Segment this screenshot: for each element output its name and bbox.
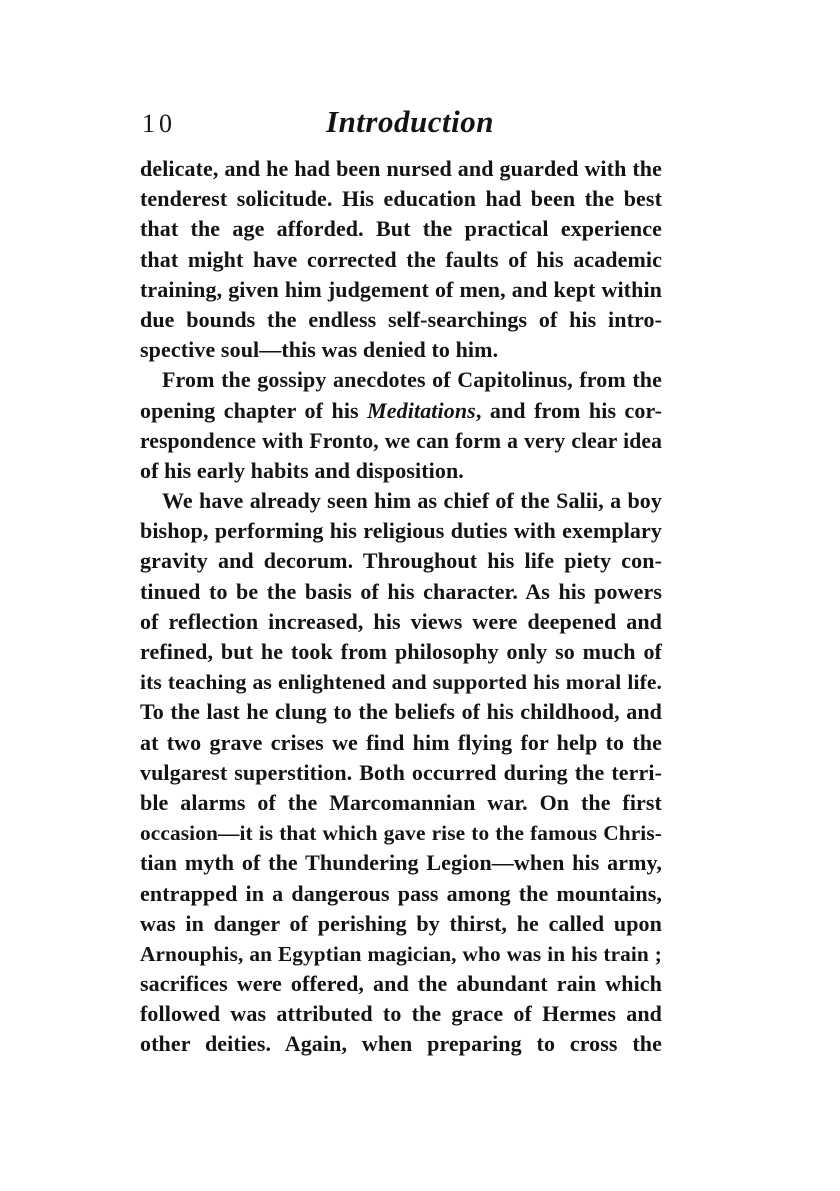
text-line: To the last he clung to the beliefs of his childhood, and [140,699,662,725]
text-line: of reflection increased, his views were deepened and [140,608,662,634]
text-line: sacrifices were offered, and the abundant rain which [140,971,662,997]
text-segment: opening chapter of his [140,397,368,423]
text-line: that the age afforded. But the practical experience [140,216,662,242]
text-line: gravity and decorum. Throughout his life piety con- [140,548,662,574]
text-line: its teaching as enlightened and supported his moral life. [140,670,662,695]
text-line: tenderest solicitude. His education had been the best [140,186,662,212]
text-line: vulgarest superstition. Both occurred during the terri- [140,759,662,785]
text-line: From the gossipy anecdotes of Capitolinus, from the [162,367,662,393]
text-line: of his early habits and disposition. [140,457,464,483]
text-line: respondence with Fronto, we can form a very clear idea [140,428,662,453]
text-line: followed was attributed to the grace of Hermes and [140,1001,662,1027]
text-line: tinued to be the basis of his character. As his powers [140,578,662,604]
text-line: refined, but he took from philosophy only so much of [140,639,662,664]
text-line: We have already seen him as chief of the Salii, a boy [162,488,662,514]
text-line: that might have corrected the faults of his academic [140,246,662,272]
text-line: Arnouphis, an Egyptian magician, who was in his train ; [140,941,662,966]
text-line: tian myth of the Thundering Legion—when his army, [140,850,662,876]
text-line: entrapped in a dangerous pass among the mountains, [140,880,662,906]
book-title-meditations: Meditations [367,397,476,423]
text-line: bishop, performing his religious duties with exemplary [140,518,662,544]
text-line [140,396,662,426]
text-line: was in danger of perishing by thirst, he called upon [140,910,662,936]
text-line: occasion—it is that which gave rise to the famous Chris- [140,821,662,846]
body-text [140,154,662,1060]
text-line: ble alarms of the Marcomannian war. On the first [140,789,662,815]
page-number: 10 [142,109,176,138]
text-line: spective soul—this was denied to him. [140,337,499,363]
text-line: delicate, and he had been nursed and guarded with the [140,156,662,181]
text-segment: , and from his cor- [475,397,662,423]
text-line: other deities. Again, when preparing to cross the [140,1031,662,1057]
page-header [140,103,662,143]
text-line: training, given him judgement of men, and kept within [140,276,662,302]
running-title: Introduction [326,104,494,139]
text-line: at two grave crises we find him flying for help to the [140,729,662,755]
text-line: due bounds the endless self-searchings of his intro- [140,306,662,332]
